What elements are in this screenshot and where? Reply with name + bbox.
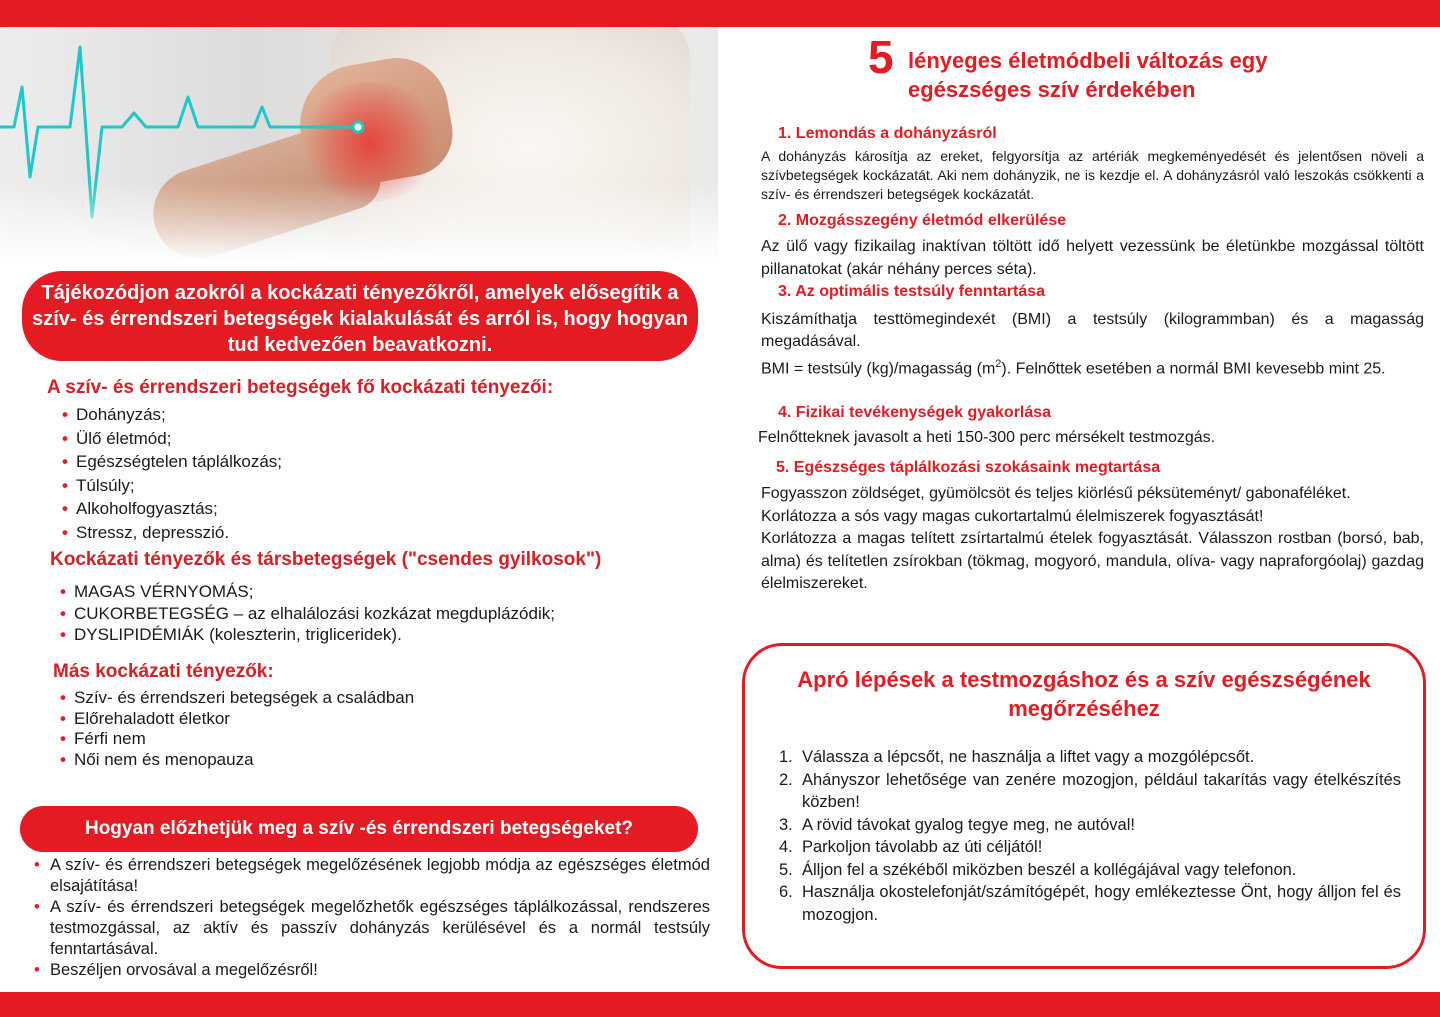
silent-killers-heading: Kockázati tényezők és társbetegségek ("csendes gyilkosok") [50, 549, 602, 570]
bullet-icon: • [62, 428, 68, 448]
list-item: • Túlsúly; [62, 474, 282, 498]
small-steps-title: Apró lépések a testmozgáshoz és a szív egészségének megőrzéséhez [797, 667, 1371, 721]
list-item: • Egészségtelen táplálkozás; [62, 450, 282, 474]
chest-pain-photo [0, 27, 718, 262]
top-red-bar [0, 0, 1440, 27]
section-1-heading: 1. Lemondás a dohányzásról [778, 125, 997, 142]
list-item: • Ülő életmód; [62, 427, 282, 451]
list-item: • Előrehaladott életkor [60, 708, 230, 728]
section-3-heading: 3. Az optimális testsúly fenntartása [778, 283, 1046, 300]
list-item: • DYSLIPIDÉMIÁK (koleszterin, trigliceridek). [60, 625, 402, 644]
bullet-icon: • [62, 405, 68, 424]
bullet-icon: • [62, 499, 68, 518]
main-risks-list [62, 403, 282, 544]
list-item: • MAGAS VÉRNYOMÁS; [60, 582, 254, 601]
bullet-icon: • [62, 452, 68, 471]
list-item: • Alkoholfogyasztás; [62, 497, 282, 521]
other-risks-heading: Más kockázati tényezők: [53, 661, 274, 682]
bullet-icon: • [60, 582, 66, 601]
bullet-icon: • [60, 729, 66, 748]
list-item: • Beszéljen orvosával a megelőzésről! [34, 961, 318, 979]
bullet-icon: • [62, 475, 68, 495]
bottom-red-bar [0, 992, 1440, 1017]
list-item: 1. Válassza a lépcsőt, ne használja a liftet vagy a mozgólépcsőt. [779, 748, 1255, 766]
section-3-text [761, 309, 1424, 380]
big-number: 5 [868, 31, 894, 83]
other-risks-list [60, 688, 414, 770]
bullet-icon: • [34, 898, 40, 916]
list-item: 2. Ahányszor lehetősége van zenére mozogjon, például takarítás vagy ételkészítés közben! [779, 770, 1401, 811]
list-item: 4. Parkoljon távolabb az úti céljától! [779, 838, 1043, 856]
section-5-heading: 5. Egészséges táplálkozási szokásaink megtartása [776, 459, 1161, 476]
bullet-icon: • [34, 961, 40, 979]
list-item: 5. Álljon fel a székéből miközben beszél a kollégájával vagy telefonon. [779, 860, 1297, 879]
list-item: • CUKORBETEGSÉG – az elhalálozási kozkázat megduplázódik; [60, 603, 555, 623]
small-steps-list [779, 746, 1401, 926]
prevention-list [34, 855, 710, 981]
list-item: • Stressz, depresszió. [62, 521, 282, 545]
changes-title: lényeges életmódbeli változás egy egészséges szív érdekében [908, 48, 1268, 102]
list-item: • Szív- és érrendszeri betegségek a családban [60, 688, 415, 707]
section-4-heading: 4. Fizikai tevékenységek gyakorlása [778, 404, 1052, 421]
list-item: • Férfi nem [60, 729, 146, 748]
prevention-banner: Hogyan előzhetjük meg a szív -és érrendszeri betegségeket? [20, 806, 698, 852]
bmi-formula: BMI = testsúly (kg)/magasság $(m^2)$. Felnőttek esetében a normál BMI kevesebb mint 25. [761, 358, 1386, 378]
small-steps-box [742, 643, 1426, 969]
section-5-text: Fogyasszon zöldséget, gyümölcsöt és teljes kiörlésű péksüteményt/ gabonaféléket. Korlátozza a sós vagy magas cukortartalmú élelmiszerek fogyasztását! Korlátozza a magas telített zsírtartalmú ételek fogyasztását. Válasszon rostban (borsó, bab, alma) és telítetlen zsírokban (tökmag, mogyoró, mandula, olíva- vagy napraforgóolaj) gazdag élelmiszereket. [761, 485, 1424, 592]
section-2-text: Az ülő vagy fizikailag inaktívan töltött idő helyett vezessünk be életünkbe mozgással töltött pillanatokat (akár néhány perces séta). [761, 238, 1424, 278]
list-item: 3. A rövid távokat gyalog tegye meg, ne autóval! [779, 815, 1135, 834]
list-item: • Női nem és menopauza [60, 749, 254, 769]
hero-fade [0, 182, 718, 262]
bullet-icon: • [62, 522, 68, 542]
bullet-icon: • [60, 625, 66, 644]
list-item: • A szív- és érrendszeri betegségek megelőzésének legjobb módja az egészséges életmód elsajátítása! [34, 856, 710, 895]
bullet-icon: • [60, 708, 66, 728]
silent-killers-list [60, 581, 555, 646]
section-2-heading: 2. Mozgásszegény életmód elkerülése [778, 212, 1067, 229]
intro-banner: Tájékozódjon azokról a kockázati tényezőkről, amelyek elősegítik a szív- és érrendszeri betegségek kialakulását és arról is, hogy hogyan tud kedvezően beavatkozni. [22, 271, 698, 361]
bullet-icon: • [60, 603, 66, 623]
section-4-text: Felnőtteknek javasolt a heti 150-300 perc mérsékelt testmozgás. [758, 429, 1216, 446]
bullet-icon: • [60, 749, 66, 769]
bmi-explanation: Kiszámíthatja testtömegindexét (BMI) a testsúly (kilogrammban) és a magasság megadásával. [761, 311, 1424, 350]
bullet-icon: • [34, 856, 40, 874]
list-item: 6. Használja okostelefonját/számítógépét, hogy emlékeztesse Önt, hogy álljon fel és mozogjon. [779, 883, 1401, 924]
list-item: • A szív- és érrendszeri betegségek megelőzhetők egészséges táplálkozással, rendszeres testmozgással, az aktív és passzív dohányzás kerülésével és a normál testsúly fenntartásával. [34, 898, 710, 958]
list-item: • Dohányzás; [62, 403, 282, 427]
section-1-text: A dohányzás károsítja az ereket, felgyorsítja az artériák megkeményedését és jelentősen növeli a szívbetegségek kockázatát. Aki nem dohányzik, ne is kezdje el. A dohányzásról való leszokás csökkenti a szív- és érrendszeri betegségek kockázatát. [761, 148, 1424, 202]
main-risks-heading: A szív- és érrendszeri betegségek fő kockázati tényezői: [47, 377, 554, 398]
bullet-icon: • [60, 688, 66, 707]
